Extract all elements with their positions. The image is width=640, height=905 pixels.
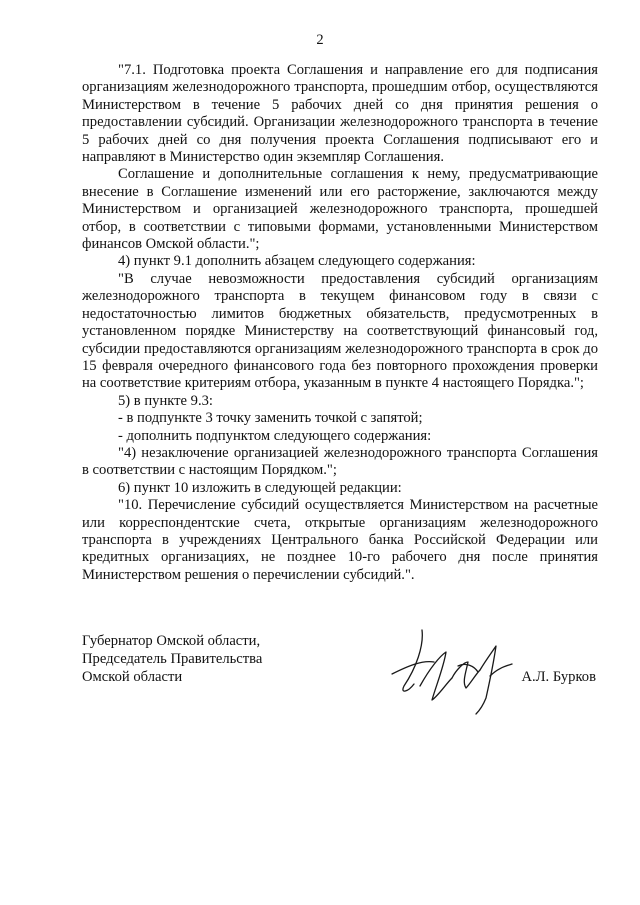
- page-number: 2: [316, 32, 324, 48]
- paragraph-subitem-3: - в подпункте 3 точку заменить точкой с запятой;: [118, 410, 423, 427]
- handwritten-signature: [386, 626, 516, 716]
- paragraph-item-6: 6) пункт 10 изложить в следующей редакции:: [118, 479, 402, 496]
- paragraph-add-subitem: - дополнить подпунктом следующего содержания:: [118, 427, 432, 444]
- paragraph-quote-4: "4) незаключение организацией железнодорожного транспорта Соглашения в соответствии с настоящим Порядком.";: [82, 444, 598, 479]
- paragraph-quote-10: "10. Перечисление субсидий осуществляется Министерством на расчетные или корреспондентские счета, открытые организациям железнодорожного транспорта в учреждениях Центрального банка Российской Федерации или кредитных организациях, не позднее 10-го рабочего дня после принятия Министерством решения о перечислении субсидий.".: [82, 497, 598, 583]
- paragraph-agreement: Соглашение и дополнительные соглашения к нему, предусматривающие внесение в Соглашение изменений или его расторжение, заключаются между Министерством и организацией железнодорожного транспорта, прошедшей отбор, в соответствии с типовыми формами, установленными Министерством финансов Омской области.";: [82, 166, 598, 253]
- paragraph-item-5: 5) в пункте 9.3:: [118, 392, 213, 409]
- signature-block: [82, 632, 598, 722]
- signatory-name: А.Л. Бурков: [521, 669, 596, 685]
- paragraph-item-4: 4) пункт 9.1 дополнить абзацем следующего содержания:: [118, 253, 476, 270]
- paragraph-7-1: "7.1. Подготовка проекта Соглашения и направление его для подписания организациям железнодорожного транспорта, прошедшим отбор, осуществляются Министерством в течение 5 рабочих дней со дня принятия решения о предоставлении субсидий. Организации железнодорожного транспорта в течение 5 рабочих дней со дня получения проекта Соглашения подписывают его и направляют в Министерство один экземпляр Соглашения.: [82, 62, 598, 166]
- signatory-title-line: Омской области: [82, 669, 183, 685]
- signatory-title: [82, 632, 262, 686]
- signatory-title-line: Губернатор Омской области,: [82, 633, 261, 649]
- paragraph-quote-9-1: "В случае невозможности предоставления субсидий организациям железнодорожного транспорта в текущем финансовом году в связи с недостаточностью лимитов бюджетных обязательств, предусмотренных в установленном порядке Министерству на соответствующий финансовый год, субсидии предоставляются организациям железнодорожного транспорта в срок до 15 февраля очередного финансового года без повторного прохождения проверки на соответствие критериям отбора, указанным в пункте 4 настоящего Порядка.";: [82, 270, 598, 392]
- signatory-title-line: Председатель Правительства: [82, 651, 263, 667]
- document-body: [82, 62, 598, 584]
